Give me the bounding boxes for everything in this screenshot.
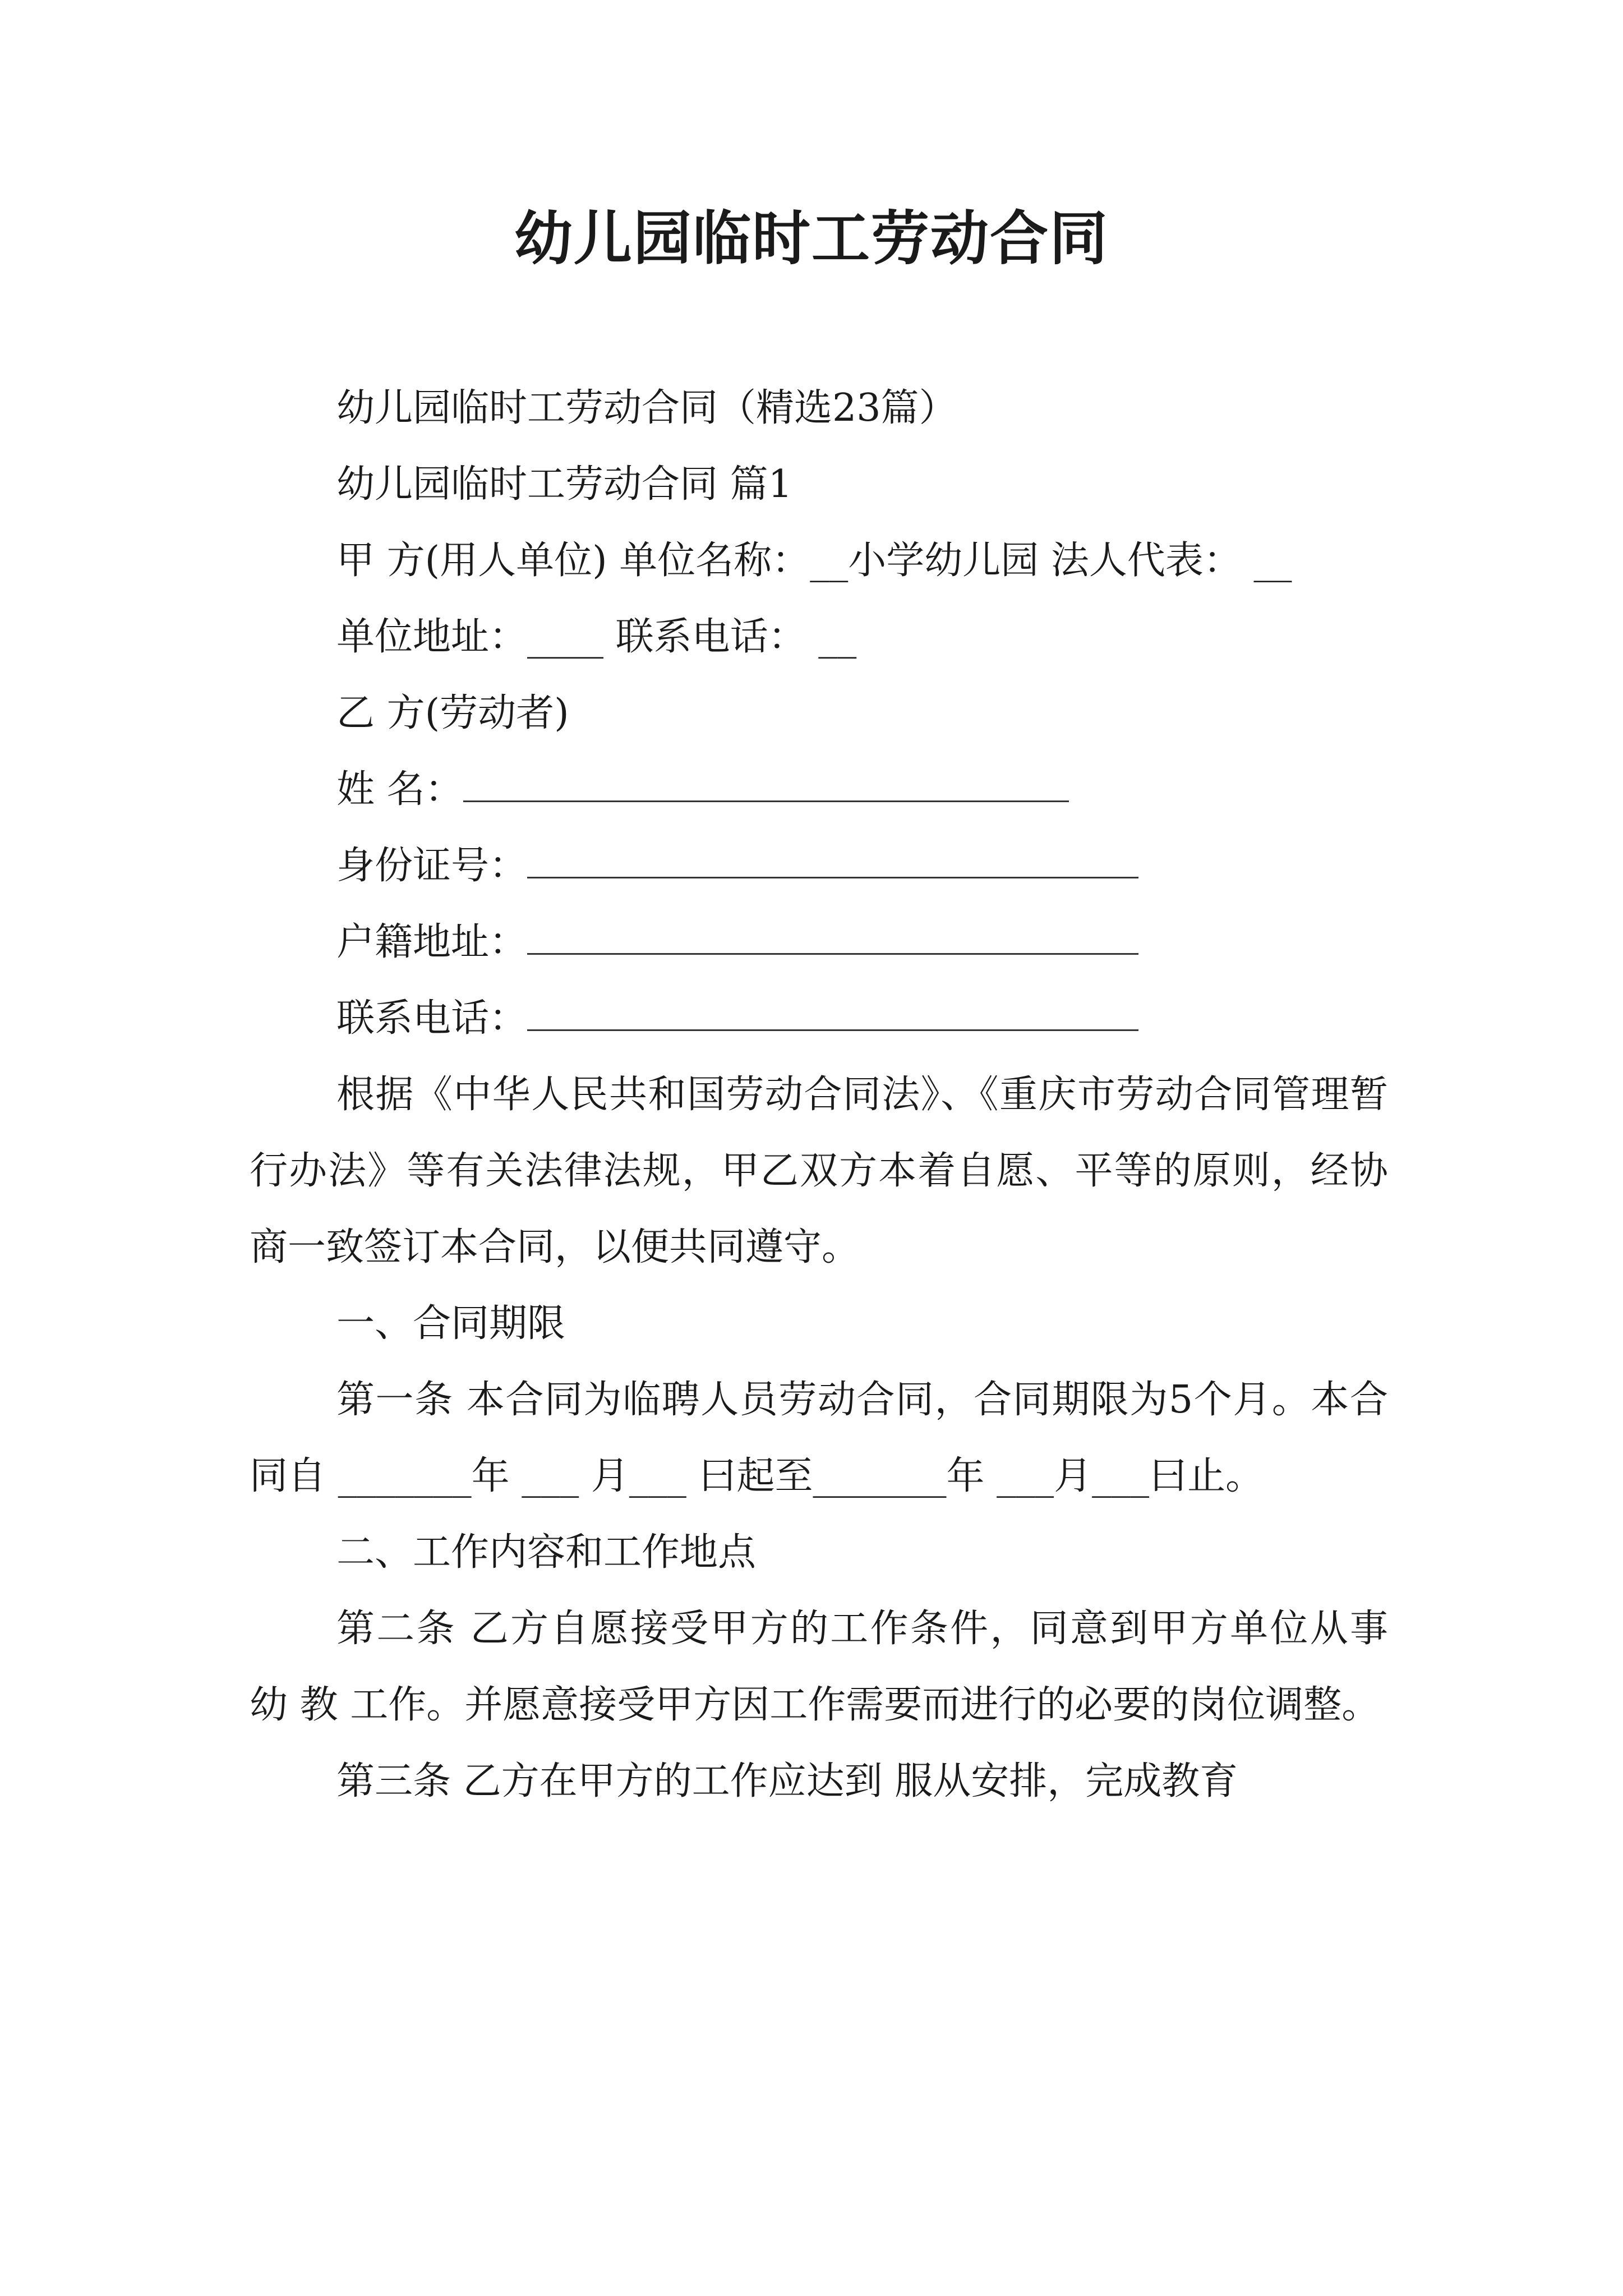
id-label: 身份证号：	[336, 844, 528, 888]
chapter-1-heading: 一、合同期限	[336, 1301, 566, 1346]
household-field-row	[250, 904, 1388, 981]
phone-label: 联系电话：	[336, 996, 528, 1041]
basis-paragraph: 根据《中华人民共和国劳动合同法》、《重庆市劳动合同管理暂行办法》等有关法律法规，甲乙双方本着自愿、平等的原则，经协商一致签订本合同，以便共同遵守。	[250, 1073, 1388, 1269]
household-label: 户籍地址：	[336, 920, 528, 964]
party-a-line: 甲 方(用人单位) 单位名称：__小学幼儿园 法人代表： __	[336, 539, 1292, 583]
phone-blank-line	[527, 995, 1138, 1031]
name-label: 姓 名：	[336, 767, 463, 812]
household-blank-line	[527, 918, 1138, 955]
phone-field-row	[250, 981, 1388, 1057]
document-body	[250, 370, 1388, 1820]
id-blank-line	[527, 842, 1138, 878]
name-blank-line	[463, 766, 1069, 802]
document-subtitle: 幼儿园临时工劳动合同（精选23篇）	[336, 386, 957, 430]
chapter-2-heading: 二、工作内容和工作地点	[336, 1530, 757, 1575]
section-heading: 幼儿园临时工劳动合同 篇1	[336, 462, 792, 507]
id-field-row	[250, 828, 1388, 904]
party-a-address-line: 单位地址：____ 联系电话： __	[336, 615, 857, 659]
party-b-heading: 乙 方(劳动者)	[336, 691, 569, 735]
article-3: 第三条 乙方在甲方的工作应达到 服从安排，完成教育	[336, 1759, 1238, 1803]
article-1: 第一条 本合同为临聘人员劳动合同，合同期限为5个月。本合同自 _______年 ___ 月___ 曰起至_______年 ___月___曰止。	[250, 1378, 1388, 1498]
document-title: 幼儿园临时工劳动合同	[514, 204, 1109, 273]
article-2: 第二条 乙方自愿接受甲方的工作条件，同意到甲方单位从事 幼 教 工作。并愿意接受甲方因工作需要而进行的必要的岗位调整。	[250, 1607, 1388, 1727]
name-field-row	[250, 752, 1388, 828]
